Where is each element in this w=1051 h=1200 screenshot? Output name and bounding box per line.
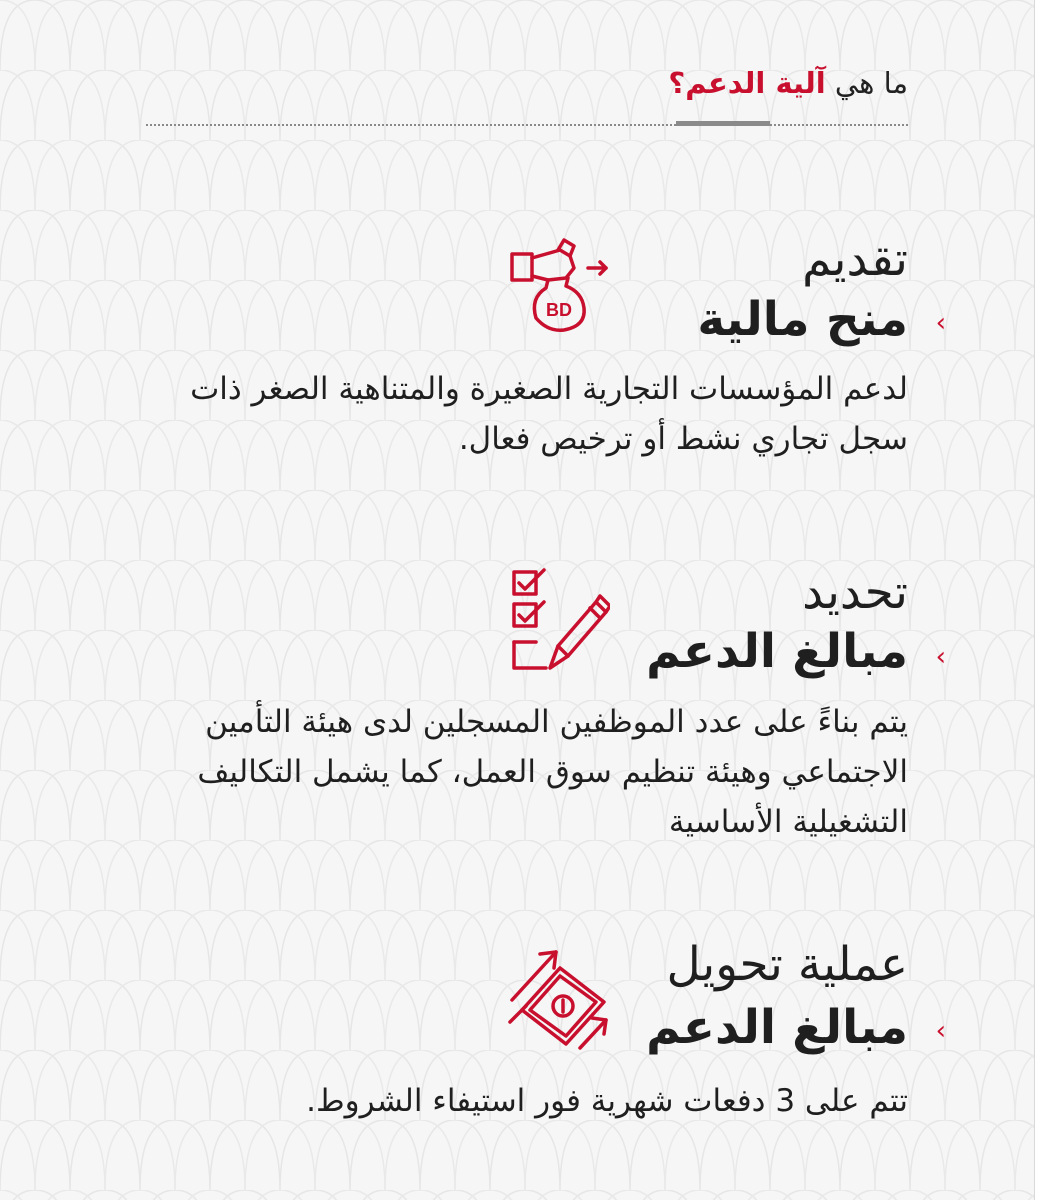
money-bag-hand-icon bbox=[508, 236, 614, 336]
section-title-light: عملية تحويل bbox=[666, 937, 908, 992]
section-description: يتم بناءً على عدد الموظفين المسجلين لدى هيئة التأمين الاجتماعي وهيئة تنظيم سوق العمل، كما يشمل التكاليف التشغيلية الأساسية bbox=[197, 704, 908, 840]
section-title-bold: مبالغ الدعم bbox=[646, 1000, 908, 1055]
page-title bbox=[668, 66, 908, 100]
section-title-bold: منح مالية bbox=[697, 292, 908, 347]
checklist-pen-icon bbox=[510, 568, 610, 678]
page-title-accent: آلية الدعم؟ bbox=[668, 66, 826, 100]
chevron-left-icon[interactable]: ‹ bbox=[935, 308, 946, 338]
currency-label: BD bbox=[546, 300, 572, 320]
chevron-left-icon[interactable]: ‹ bbox=[935, 642, 946, 672]
section-title-light: تحديد bbox=[802, 565, 908, 620]
page-title-prefix: ما هي bbox=[825, 66, 908, 100]
section-description: تتم على 3 دفعات شهرية فور استيفاء الشروط. bbox=[306, 1083, 908, 1119]
money-transfer-arrows-icon bbox=[508, 940, 612, 1052]
section-description: لدعم المؤسسات التجارية الصغيرة والمتناهية الصغر ذات سجل تجاري نشط أو ترخيص فعال. bbox=[190, 371, 908, 457]
chevron-left-icon[interactable]: ‹ bbox=[935, 1016, 946, 1046]
section-title-bold: مبالغ الدعم bbox=[646, 624, 908, 679]
dotted-divider bbox=[146, 124, 908, 126]
section-title-light: تقديم bbox=[802, 232, 908, 287]
